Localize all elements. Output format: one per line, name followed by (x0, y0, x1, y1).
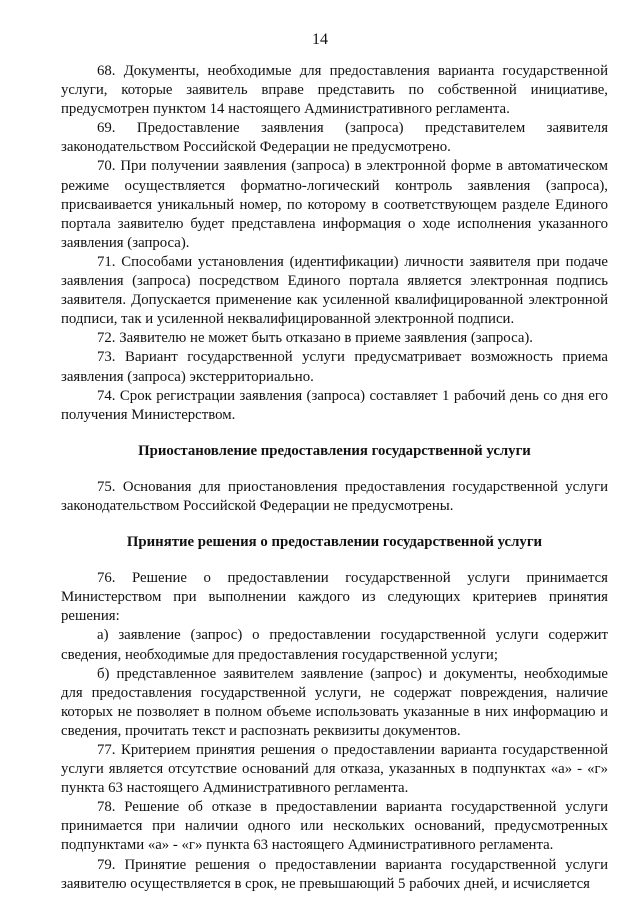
document-body (61, 62, 608, 894)
paragraph-75: 75. Основания для приостановления предоставления государственной услуги законодательством Российской Федерации не предусмотрены. (61, 478, 608, 514)
paragraph-72: 72. Заявителю не может быть отказано в приеме заявления (запроса). (97, 330, 534, 347)
paragraph-70: 70. При получении заявления (запроса) в электронной форме в автоматическом режиме осуществляется форматно-логический контроль заявления (запроса), присваивается уникальный номер, по которому в соответствующем разделе Единого портала заявителю будет представлена информация о ходе исполнения указанного заявления (запроса). (61, 158, 608, 251)
paragraph-77: 77. Критерием принятия решения о предоставлении варианта государственной услуги является отсутствие оснований для отказа, указанных в подпунктах «а» - «г» пункта 63 настоящего Административного регламента. (61, 742, 608, 797)
paragraph-68: 68. Документы, необходимые для предоставления варианта государственной услуги, которые заявитель вправе представить по собственной инициативе, предусмотрен пунктом 14 настоящего Административного регламента. (61, 63, 608, 118)
paragraph-73: 73. Вариант государственной услуги предусматривает возможность приема заявления (запроса) экстерриториально. (61, 349, 608, 385)
paragraph-69: 69. Предоставление заявления (запроса) представителем заявителя законодательством Российской Федерации не предусмотрено. (61, 120, 608, 156)
section-heading-suspension: Приостановление предоставления государственной услуги (138, 442, 531, 459)
paragraph-71: 71. Способами установления (идентификации) личности заявителя при подаче заявления (запроса) посредством Единого портала является электронная подпись заявителя. Допускается применение как усиленной квалифицированной электронной подписи, так и усиленной неквалифицированной электронной подписи. (61, 253, 608, 328)
paragraph-74: 74. Срок регистрации заявления (запроса) составляет 1 рабочий день со дня его получения Министерством. (61, 387, 608, 423)
paragraph-79: 79. Принятие решения о предоставлении варианта государственной услуги заявителю осуществляется в срок, не превышающий 5 рабочих дней, и исчисляется (61, 856, 608, 892)
page-number: 14 (312, 31, 328, 48)
paragraph-78: 78. Решение об отказе в предоставлении варианта государственной услуги принимается при наличии одного или нескольких оснований, предусмотренных подпунктами «а» - «г» пункта 63 настоящего Административного регламента. (61, 799, 608, 854)
paragraph-76-a: а) заявление (запрос) о предоставлении государственной услуги содержит сведения, необходимые для предоставления государственной услуги; (61, 627, 608, 663)
section-heading-decision: Принятие решения о предоставлении государственной услуги (126, 534, 543, 551)
paragraph-76-b: б) представленное заявителем заявление (запрос) и документы, необходимые для предоставления государственной услуги, не содержат повреждения, наличие которых не позволяет в полном объеме использовать указанные в них информацию и сведения, прочитать текст и распознать реквизиты документов. (61, 665, 608, 739)
paragraph-76: 76. Решение о предоставлении государственной услуги принимается Министерством при выполнении каждого из следующих критериев принятия решения: (61, 570, 608, 625)
